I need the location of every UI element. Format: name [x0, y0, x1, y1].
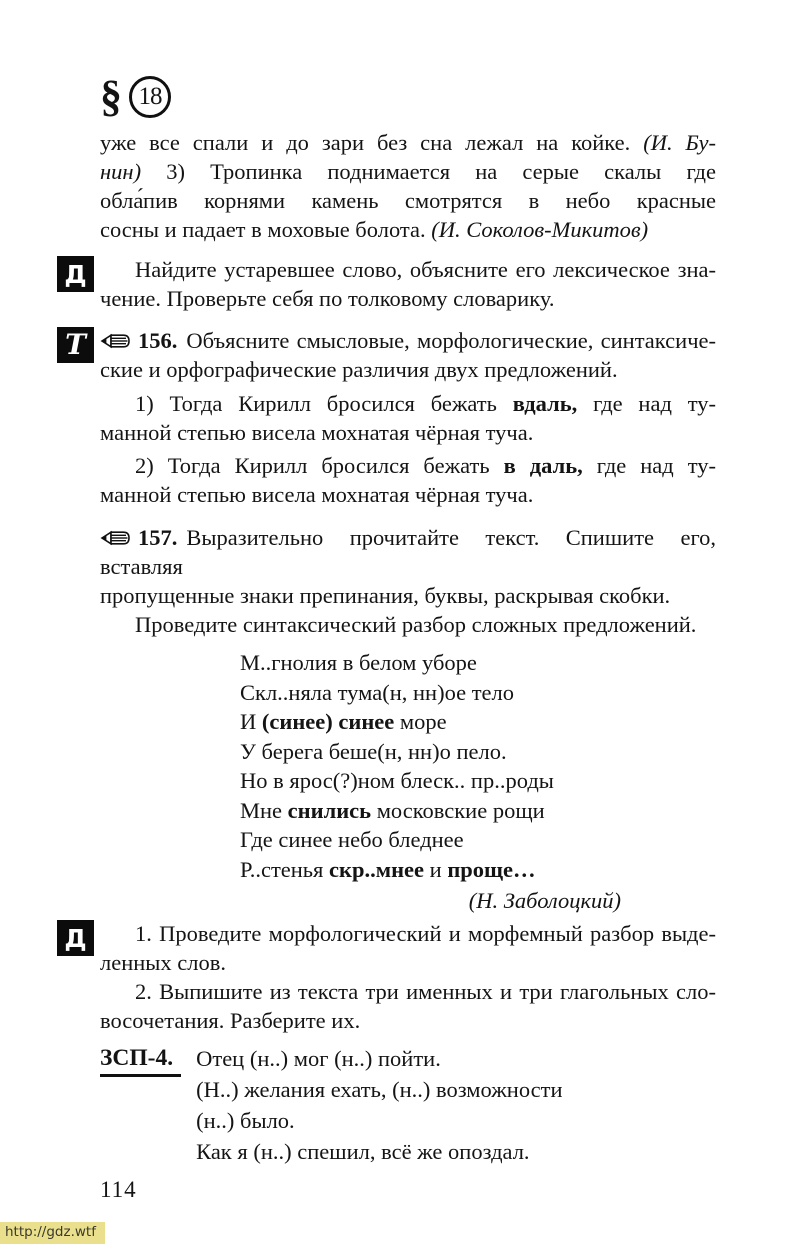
paragraph-sign: §: [100, 72, 122, 121]
exercise-156-line: ские и орфографические различия двух предложений.: [100, 357, 618, 382]
exercise-156-title-line: [100, 326, 716, 355]
zsp-line: Отец (н..) мог (н..) пойти.: [196, 1046, 441, 1071]
poem-attribution: (Н. Заболоцкий): [468, 888, 621, 913]
d-marker-icon: Д: [57, 920, 94, 956]
intro-paragraph: [100, 128, 716, 244]
task-d2-line: восочетания. Разберите их.: [100, 1008, 361, 1033]
intro-line: нин) 3) Тропинка поднимается на серые скалы где: [100, 159, 716, 184]
poem-line: И (синее) синее море: [240, 709, 447, 734]
sentence-2-line: манной степью висела мохнатая чёрная туча.: [100, 482, 534, 507]
poem: [240, 648, 716, 884]
exercise-157-block: [100, 523, 716, 639]
poem-line: Где синее небо бледнее: [240, 827, 464, 852]
zsp-4-label: ЗСП-4.: [100, 1043, 181, 1077]
section-number-badge: 18: [129, 76, 171, 118]
t-marker-icon: Т: [57, 327, 94, 363]
exercise-number: 157.: [138, 525, 178, 550]
intro-line: обла́пив корнями камень смотрятся в небо красные: [100, 188, 716, 213]
poem-line: Мне снились московские рощи: [240, 797, 545, 823]
section-header: [100, 74, 786, 120]
task-d1-line: Найдите устаревшее слово, объясните его лексическое зна-: [135, 257, 716, 282]
exercise-157-title-line: [100, 523, 716, 581]
sentence-1: [100, 389, 716, 447]
zsp-line: (Н..) желания ехать, (н..) возможности: [196, 1077, 563, 1102]
exercise-156-text: Объясните смысловые, морфологические, синтаксиче-: [186, 328, 716, 353]
exercise-number: 156.: [138, 328, 178, 353]
intro-line: сосны и падает в моховые болота. (И. Соколов-Микитов): [100, 217, 649, 242]
zsp-4-block: [100, 1043, 716, 1167]
intro-line: уже все спали и до зари без сна лежал на койке. (И. Бу-: [100, 130, 716, 155]
page-number: 114: [100, 1177, 137, 1202]
sentence-2-line: 2) Тогда Кирилл бросился бежать в даль, где над ту-: [135, 453, 716, 478]
poem-line: М..гнолия в белом уборе: [240, 650, 477, 675]
sentence-1-line: 1) Тогда Кирилл бросился бежать вдаль, где над ту-: [135, 391, 716, 416]
sentence-2: [100, 451, 716, 509]
task-d2-block: [64, 919, 716, 1035]
exercise-157-line: Проведите синтаксический разбор сложных предложений.: [135, 612, 697, 637]
watermark-url: http://gdz.wtf: [0, 1222, 105, 1245]
task-d1-line: чение. Проверьте себя по толковому словарику.: [100, 286, 555, 311]
pencil-icon: [100, 332, 131, 350]
task-d2-line: ленных слов.: [100, 950, 227, 975]
exercise-156-block: [65, 326, 716, 384]
poem-line: Но в ярос(?)ном блеск.. пр..роды: [240, 768, 554, 793]
task-d2-line: 1. Проведите морфологический и морфемный разбор выде-: [135, 921, 716, 946]
poem-line: Р..стенья скр..мнее и проще…: [240, 856, 536, 882]
poem-line: У берега беше(н, нн)о пело.: [240, 738, 507, 764]
exercise-157-text: Выразительно прочитайте текст. Спишите его, вставляя: [100, 525, 716, 579]
zsp-4-lines: [196, 1043, 562, 1167]
pencil-icon: [100, 529, 131, 547]
task-d2-line: 2. Выпишите из текста три именных и три глагольных сло-: [135, 979, 716, 1004]
poem-line: Скл..няла тума(н, нн)ое тело: [240, 679, 514, 705]
sentence-1-line: манной степью висела мохнатая чёрная туча.: [100, 420, 534, 445]
zsp-line: (н..) было.: [196, 1108, 295, 1133]
d-marker-icon: Д: [57, 256, 94, 292]
zsp-line: Как я (н..) спешил, всё же опоздал.: [196, 1139, 530, 1164]
exercise-157-line: пропущенные знаки препинания, буквы, раскрывая скобки.: [100, 583, 671, 608]
task-d1-block: [64, 255, 716, 313]
